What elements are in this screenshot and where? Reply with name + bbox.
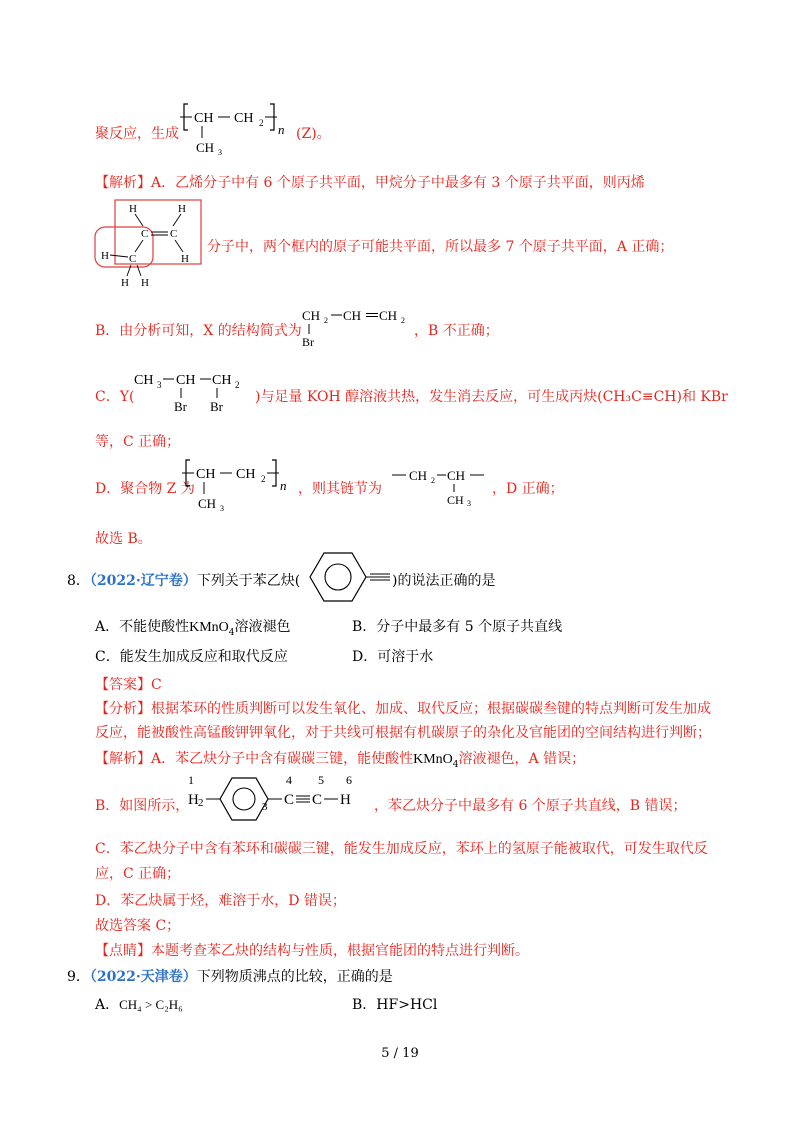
q8-conclusion: 故选答案 C； [95,918,181,934]
svg-text:6: 6 [346,773,352,787]
svg-text:2: 2 [259,118,264,128]
q9-option-b: B．HF>HCl [352,997,438,1013]
q9-option-a: A．CH₄ > C₂H₆ [95,997,183,1013]
svg-text:H: H [178,203,186,215]
page-number: 5 / 19 [381,1046,419,1061]
svg-text:C: C [129,253,137,265]
q8-option-d: D．可溶于水 [352,649,434,665]
jiexi-d-prefix: D．聚合物 Z 为 [95,481,195,497]
svg-text:n: n [278,122,285,137]
jiexi-c-suffix: )与足量 KOH 醇溶液共热，发生消去反应，可生成丙炔(CH₃C≡CH)和 KBr [255,389,728,405]
q8-stem [67,570,300,590]
svg-text:3: 3 [218,148,222,156]
svg-text:2: 2 [235,380,240,390]
q8-stem-prefix: 下列关于苯乙炔( [196,573,301,589]
q7-conclusion: 故选 B。 [95,531,152,547]
svg-text:CH: CH [196,467,216,482]
q9-stem [67,966,393,986]
svg-text:H: H [141,277,149,289]
q8-number: 8． [67,573,90,589]
polymer-z-structure-2 [180,452,295,514]
q8-answer: 【答案】C [95,677,162,693]
q8-jiexi-b-suffix: ，苯乙炔分子中最多有 6 个原子共直线，B 错误； [374,798,687,814]
polymer-z-structure [178,96,293,156]
compound-y-structure [132,364,252,414]
svg-text:C: C [284,792,295,808]
polymer-suffix-text: (Z)。 [296,126,331,142]
svg-text:CH: CH [134,373,154,388]
q8-dianjing: 【点睛】本题考查苯乙炔的结构与性质，根据官能团的特点进行判断。 [95,943,529,959]
svg-text:2: 2 [261,474,266,484]
q8-fenxi-line2: 反应，能被酸性高锰酸钾钾氧化，对于共线可根据有机碳原子的杂化及官能团的空间结构进行判断； [95,725,711,741]
q8-option-b: B．分子中最多有 5 个原子共直线 [352,619,563,635]
svg-text:5: 5 [318,773,324,787]
q8-jiexi-c-line2: 应，C 正确； [95,866,181,882]
q8-stem-suffix: )的说法正确的是 [392,573,496,589]
phenylacetylene-numbered-structure [186,772,374,828]
svg-text:H: H [101,250,109,262]
q8-option-a: A．不能使酸性KMnO$_4$溶液褪色 [95,619,291,638]
svg-text:C: C [141,228,149,240]
jiexi-d-mid: ，则其链节为 [298,481,382,497]
svg-text:C: C [170,228,178,240]
svg-text:Br: Br [174,399,187,414]
svg-text:Br: Br [302,335,314,349]
jiexi-a-line2: 分子中，两个框内的原子可能共平面，所以最多 7 个原子共平面，A 正确； [207,239,674,255]
svg-text:3: 3 [157,380,162,390]
compound-x-structure [298,300,410,350]
svg-text:3: 3 [467,499,471,508]
svg-text:C: C [312,792,323,808]
svg-text:CH: CH [176,373,196,388]
q8-jiexi-d: D．苯乙炔属于烃，难溶于水，D 错误； [95,893,346,909]
svg-text:CH: CH [198,496,217,511]
q9-number: 9． [67,969,90,985]
svg-text:H: H [121,277,129,289]
q8-source: （2022·辽宁卷） [89,573,197,589]
svg-text:CH: CH [343,308,362,323]
jiexi-c-prefix: C．Y( [95,389,135,405]
svg-text:3: 3 [220,504,224,513]
svg-text:CH: CH [379,308,398,323]
q8-fenxi-line1: 【分析】根据苯环的性质判断可以发生氧化、加成、取代反应；根据碳碳叁键的特点判断可发生加成 [95,701,711,717]
svg-text:CH: CH [302,308,321,323]
svg-text:H: H [188,792,199,808]
polymer-prefix-text: 聚反应，生成 [95,126,179,142]
svg-text:CH: CH [234,111,254,126]
svg-text:Br: Br [210,399,223,414]
svg-text:H: H [129,203,137,215]
jiexi-a-line1: 【解析】A．乙烯分子中有 6 个原子共平面，甲烷分子中最多有 3 个原子共平面，则丙烯 [95,175,645,191]
svg-text:4: 4 [286,773,292,787]
jiexi-b-suffix: ，B 不正确； [414,323,499,339]
propene-planar-structure [93,196,205,291]
svg-text:3: 3 [262,801,268,813]
q8-jiexi-b-prefix: B．如图所示， [95,798,190,814]
q9-stem-text: 下列物质沸点的比较，正确的是 [196,969,393,985]
svg-text:CH: CH [196,140,215,155]
svg-text:H: H [181,253,189,265]
svg-text:CH: CH [447,468,466,483]
phenylacetylene-structure [296,548,392,606]
q9-source: （2022·天津卷） [89,969,197,985]
svg-text:2: 2 [401,316,405,325]
q8-option-c: C．能发生加成反应和取代反应 [95,649,288,665]
svg-text:CH: CH [409,468,428,483]
svg-text:2: 2 [324,316,328,325]
svg-text:1: 1 [188,773,194,787]
chain-unit-structure [390,460,490,508]
q8-jiexi-c-line1: C．苯乙炔分子中含有苯环和碳碳三键，能发生加成反应，苯环上的氢原子能被取代，可发生取代反 [95,841,708,857]
jiexi-d-suffix: ，D 正确； [492,481,564,497]
svg-text:CH: CH [194,111,214,126]
jiexi-c-line2: 等，C 正确； [95,434,181,450]
svg-text:H: H [340,792,351,808]
svg-text:CH: CH [236,467,256,482]
svg-text:CH: CH [447,493,464,507]
svg-text:n: n [280,478,287,493]
svg-text:2: 2 [198,797,204,809]
svg-text:2: 2 [431,476,435,485]
jiexi-b-prefix: B．由分析可知，X 的结构简式为 [95,323,302,339]
q8-jiexi-a: 【解析】A．苯乙炔分子中含有碳碳三键，能使酸性KMnO$_4$溶液褪色，A 错误； [95,751,586,770]
svg-text:CH: CH [212,373,232,388]
